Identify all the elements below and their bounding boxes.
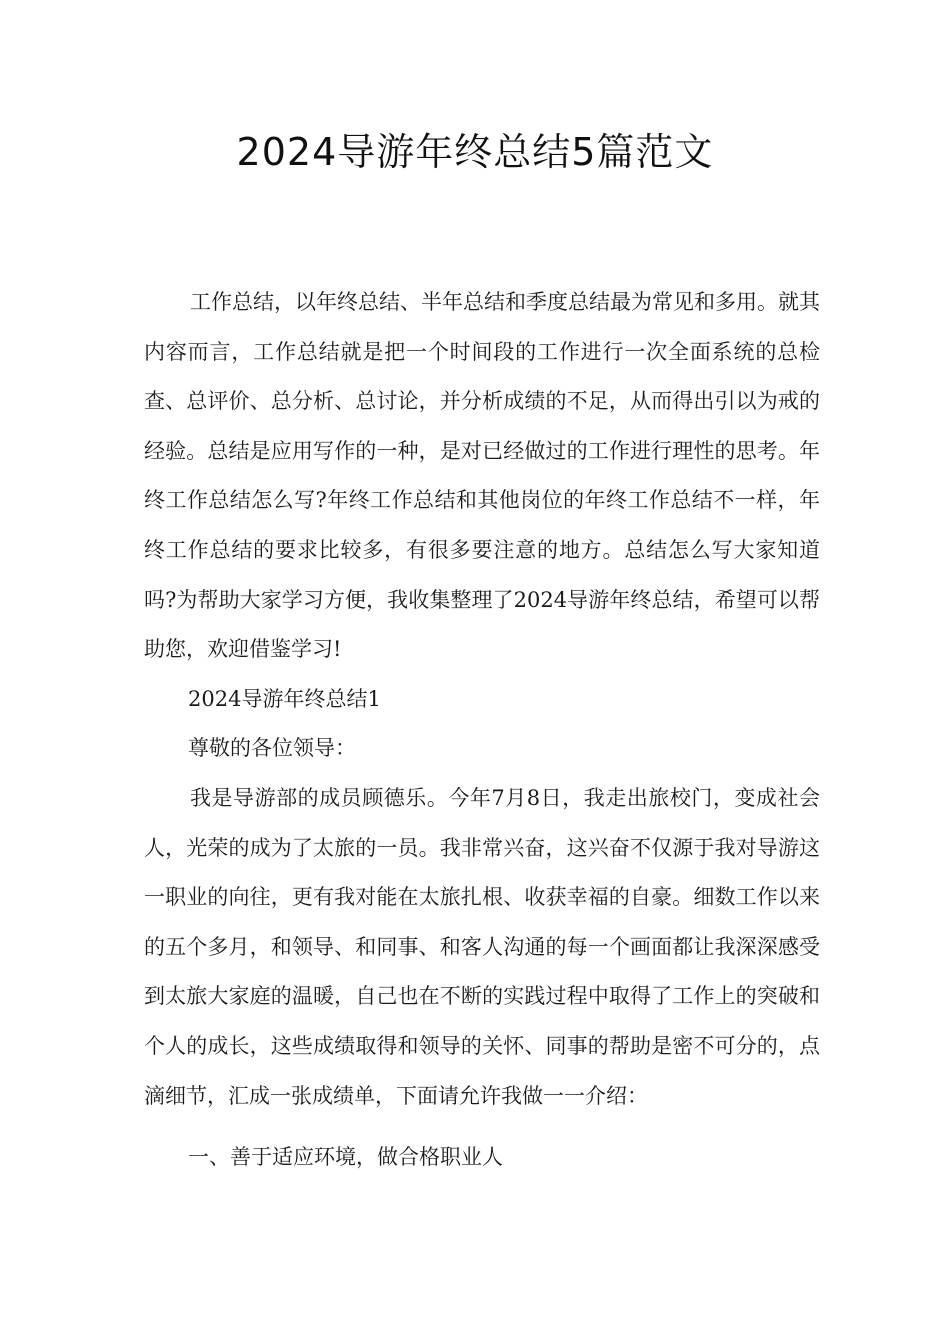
- subheading: 一、善于适应环境，做合格职业人: [188, 1145, 503, 1170]
- body-paragraph: 我是导游部的成员顾德乐。今年7月8日，我走出旅校门，变成社会人，光荣的成为了太旅的一员。我非常兴奋，这兴奋不仅源于我对导游这一职业的向往，更有我对能在太旅扎根、收获幸福的自豪。细数工作以来的五个多月，和领导、和同事、和客人沟通的每一个画面都让我深深感受到太旅大家庭的温暖，自己也在不断的实践过程中取得了工作上的突破和个人的成长，这些成绩取得和领导的关怀、同事的帮助是密不可分的，点滴细节，汇成一张成绩单，下面请允许我做一一介绍：: [144, 785, 820, 1108]
- section-title: 2024导游年终总结1: [188, 686, 381, 711]
- intro-paragraph: 工作总结，以年终总结、半年总结和季度总结最为常见和多用。就其内容而言，工作总结就是把一个时间段的工作进行一次全面系统的总检查、总评价、总分析、总讨论，并分析成绩的不足，从而得出引以为戒的经验。总结是应用写作的一种，是对已经做过的工作进行理性的思考。年终工作总结怎么写?年终工作总结和其他岗位的年终工作总结不一样，年终工作总结的要求比较多，有很多要注意的地方。总结怎么写大家知道吗?为帮助大家学习方便，我收集整理了2024导游年终总结，希望可以帮助您，欢迎借鉴学习!: [144, 290, 820, 662]
- spacer: [144, 1121, 820, 1133]
- salutation: 尊敬的各位领导：: [188, 736, 356, 761]
- document-body: [144, 278, 820, 1183]
- document-title: 2024导游年终总结5篇范文: [236, 130, 714, 174]
